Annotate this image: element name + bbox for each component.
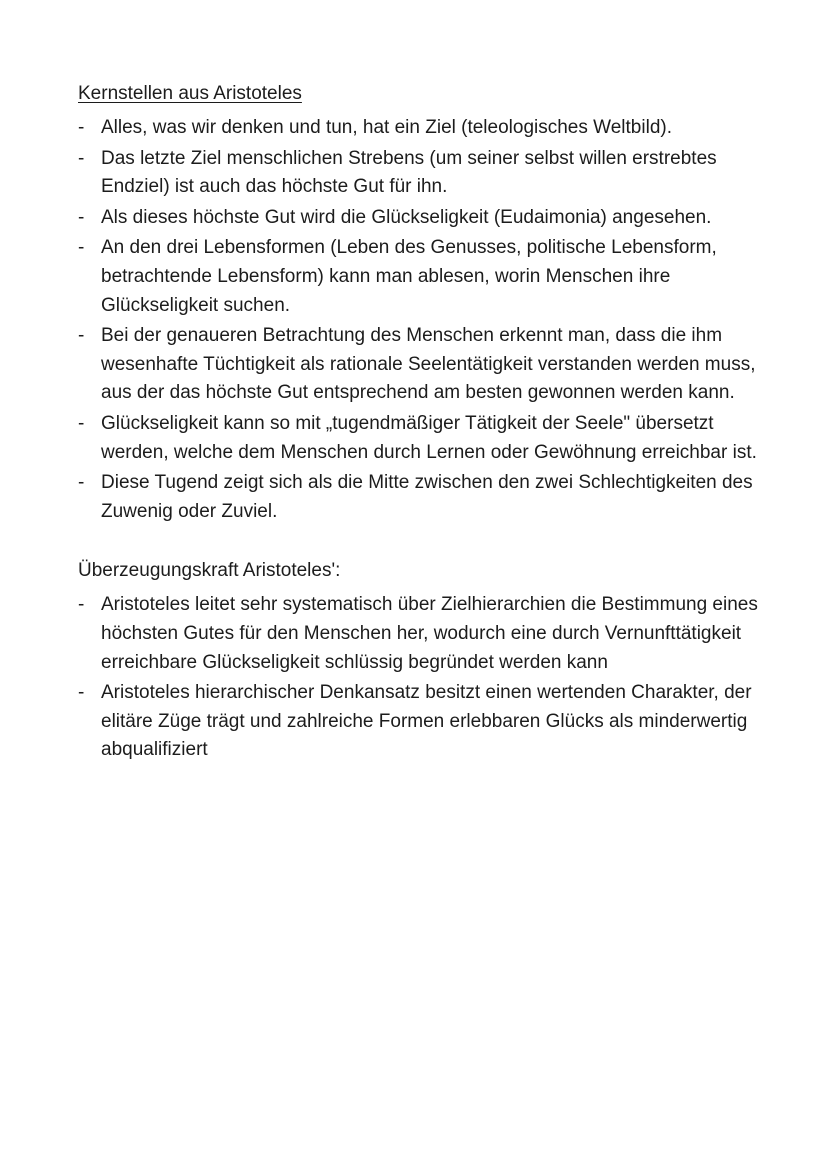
bullet-list-kernstellen: [78, 114, 768, 526]
section-heading-text: Überzeugungskraft Aristoteles':: [78, 560, 341, 582]
bullet-dash: -: [78, 117, 85, 138]
bullet-list-ueberzeugungskraft: [78, 591, 768, 765]
list-item: [78, 679, 768, 765]
section-heading-text: Kernstellen aus Aristoteles: [78, 83, 302, 104]
bullet-dash: -: [78, 237, 85, 259]
list-item: [78, 204, 768, 233]
list-item-text: Aristoteles hierarchischer Denkansatz besitzt einen wertenden Charakter, der elitäre Züge trägt und zahlreiche Formen erlebbaren Glücks als minderwertig abqualifiziert: [101, 682, 752, 761]
list-item-text: Das letzte Ziel menschlichen Strebens (um seiner selbst willen erstrebtes Endziel) ist auch das höchste Gut für ihn.: [101, 147, 717, 198]
section-spacer: [78, 528, 768, 557]
list-item-text: Diese Tugend zeigt sich als die Mitte zwischen den zwei Schlechtigkeiten des Zuwenig oder Zuviel.: [101, 472, 753, 522]
list-item: [78, 234, 768, 320]
list-item-text: Aristoteles leitet sehr systematisch über Zielhierarchien die Bestimmung eines höchsten Gutes für den Menschen her, wodurch eine durch Vernunfttätigkeit erreichbare Glückseligkeit schlüssig begründet werden kann: [101, 594, 758, 673]
section-heading-kernstellen: [78, 80, 768, 108]
list-item: [78, 591, 768, 677]
list-item-text: Glückseligkeit kann so mit „tugendmäßiger Tätigkeit der Seele" übersetzt werden, welche dem Menschen durch Lernen oder Gewöhnung erreichbar ist.: [101, 412, 757, 463]
list-item-text: Bei der genaueren Betrachtung des Menschen erkennt man, dass die ihm wesenhafte Tüchtigkeit als rationale Seelentätigkeit verstanden werden muss, aus der das höchste Gut entsprechend am besten gewonnen werden kann.: [101, 325, 756, 404]
bullet-dash: -: [78, 325, 85, 347]
list-item: [78, 410, 768, 467]
bullet-dash: -: [78, 206, 85, 228]
list-item-text: Als dieses höchste Gut wird die Glückseligkeit (Eudaimonia) angesehen.: [101, 206, 712, 228]
section-heading-ueberzeugungskraft: [78, 557, 768, 585]
list-item: [78, 469, 768, 526]
list-item-text: An den drei Lebensformen (Leben des Genusses, politische Lebensform, betrachtende Lebensform) kann man ablesen, worin Menschen ihre Glückseligkeit suchen.: [101, 237, 717, 316]
list-item: [78, 114, 768, 143]
list-item: [78, 322, 768, 408]
bullet-dash: -: [78, 412, 85, 434]
list-item-text: Alles, was wir denken und tun, hat ein Ziel (teleologisches Weltbild).: [101, 117, 672, 138]
bullet-dash: -: [78, 147, 85, 169]
list-item: [78, 145, 768, 202]
bullet-dash: -: [78, 682, 85, 704]
bullet-dash: -: [78, 472, 85, 494]
bullet-dash: -: [78, 594, 85, 616]
